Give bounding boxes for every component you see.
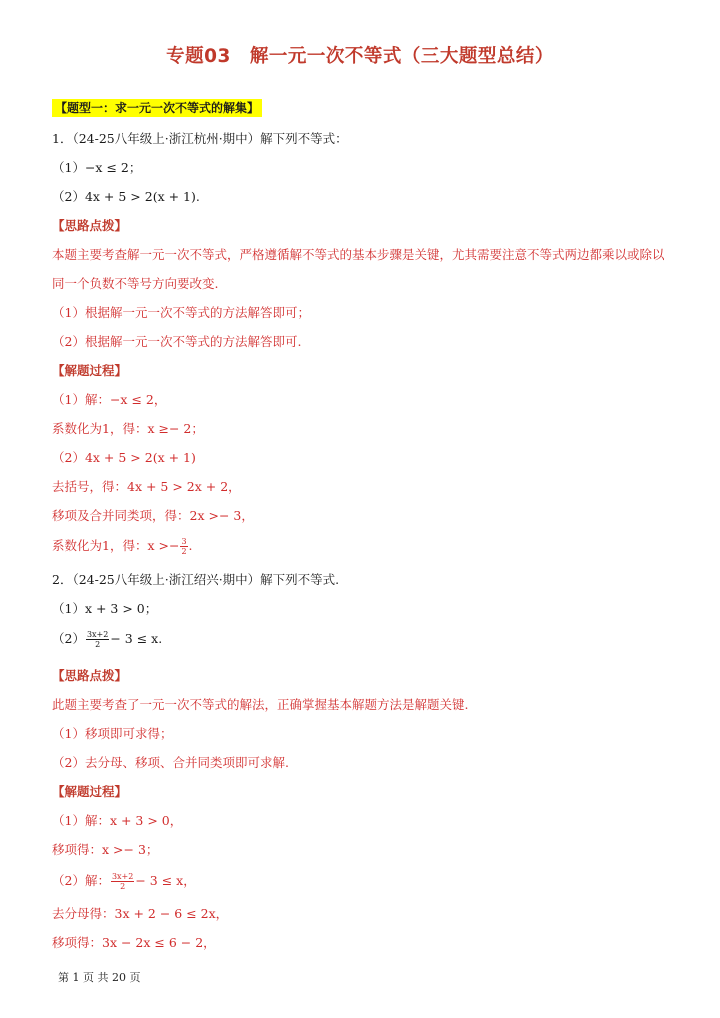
q1-stem: 1．（24-25八年级上·浙江杭州·期中）解下列不等式： <box>52 131 348 146</box>
q1-solution-step2: 系数化为1，得：x ≥− 2； <box>52 421 204 436</box>
fraction <box>180 537 187 556</box>
q2-solution-step2: 移项得：x >− 3； <box>52 842 159 857</box>
q1-step6-end: . <box>188 538 193 553</box>
q1-solution-heading: 【解题过程】 <box>52 363 128 378</box>
fraction <box>86 630 109 649</box>
q2-part2-label: （2） <box>52 631 85 646</box>
page-title: 专题03 解一元一次不等式（三大题型总结） <box>166 46 554 67</box>
q2-step3-rest: − 3 ≤ x， <box>135 873 196 888</box>
q2-step3-label: （2）解： <box>52 873 110 888</box>
q2-solution-step1: （1）解：x + 3 > 0， <box>52 813 183 828</box>
q1-step6-text: 系数化为1，得：x >− <box>52 538 180 553</box>
q1-hint-line2: 同一个负数不等号方向要改变. <box>52 276 219 291</box>
q1-hint-heading: 【思路点拨】 <box>52 218 128 233</box>
q1-solution-step5: 移项及合并同类项，得：2x >− 3， <box>52 508 254 523</box>
q1-part2: （2）4x + 5 > 2(x + 1). <box>52 189 200 204</box>
q2-part2-rest: − 3 ≤ x. <box>110 631 163 646</box>
fraction <box>111 872 134 891</box>
fraction-numerator: 3x+2 <box>111 872 134 881</box>
q2-hint-part2: （2）去分母、移项、合并同类项即可求解. <box>52 755 289 770</box>
q2-part2 <box>52 630 162 649</box>
q2-solution-step4: 去分母得：3x + 2 − 6 ≤ 2x， <box>52 906 229 921</box>
section-heading <box>52 100 262 116</box>
fraction-denominator: 2 <box>95 640 101 649</box>
q2-hint-heading: 【思路点拨】 <box>52 668 128 683</box>
fraction-denominator: 2 <box>120 882 126 891</box>
q2-solution-step5: 移项得：3x − 2x ≤ 6 − 2， <box>52 935 216 950</box>
q1-solution-step1: （1）解：−x ≤ 2， <box>52 392 167 407</box>
q2-solution-heading: 【解题过程】 <box>52 784 128 799</box>
q1-solution-step6 <box>52 537 193 556</box>
q2-solution-step3 <box>52 872 196 891</box>
page-footer: 第 1 页 共 20 页 <box>58 971 141 984</box>
q2-part1: （1）x + 3 > 0； <box>52 601 158 616</box>
q2-hint-part1: （1）移项即可求得； <box>52 726 173 741</box>
q1-part1: （1）−x ≤ 2； <box>52 160 142 175</box>
q2-stem: 2．（24-25八年级上·浙江绍兴·期中）解下列不等式. <box>52 572 340 587</box>
q2-hint-line1: 此题主要考查了一元一次不等式的解法，正确掌握基本解题方法是解题关键. <box>52 697 469 712</box>
fraction-numerator: 3x+2 <box>86 630 109 639</box>
q1-hint-part2: （2）根据解一元一次不等式的方法解答即可. <box>52 334 302 349</box>
fraction-numerator: 3 <box>181 537 187 546</box>
q1-hint-part1: （1）根据解一元一次不等式的方法解答即可； <box>52 305 310 320</box>
q1-solution-step4: 去括号，得：4x + 5 > 2x + 2， <box>52 479 241 494</box>
fraction-denominator: 2 <box>181 547 187 556</box>
q1-solution-step3: （2）4x + 5 > 2(x + 1) <box>52 450 196 465</box>
q1-hint-line1: 本题主要考查解一元一次不等式，严格遵循解不等式的基本步骤是关键，尤其需要注意不等式两边都乘以或除以 <box>52 247 665 262</box>
type1-heading: 【题型一：求一元一次不等式的解集】 <box>52 99 262 117</box>
